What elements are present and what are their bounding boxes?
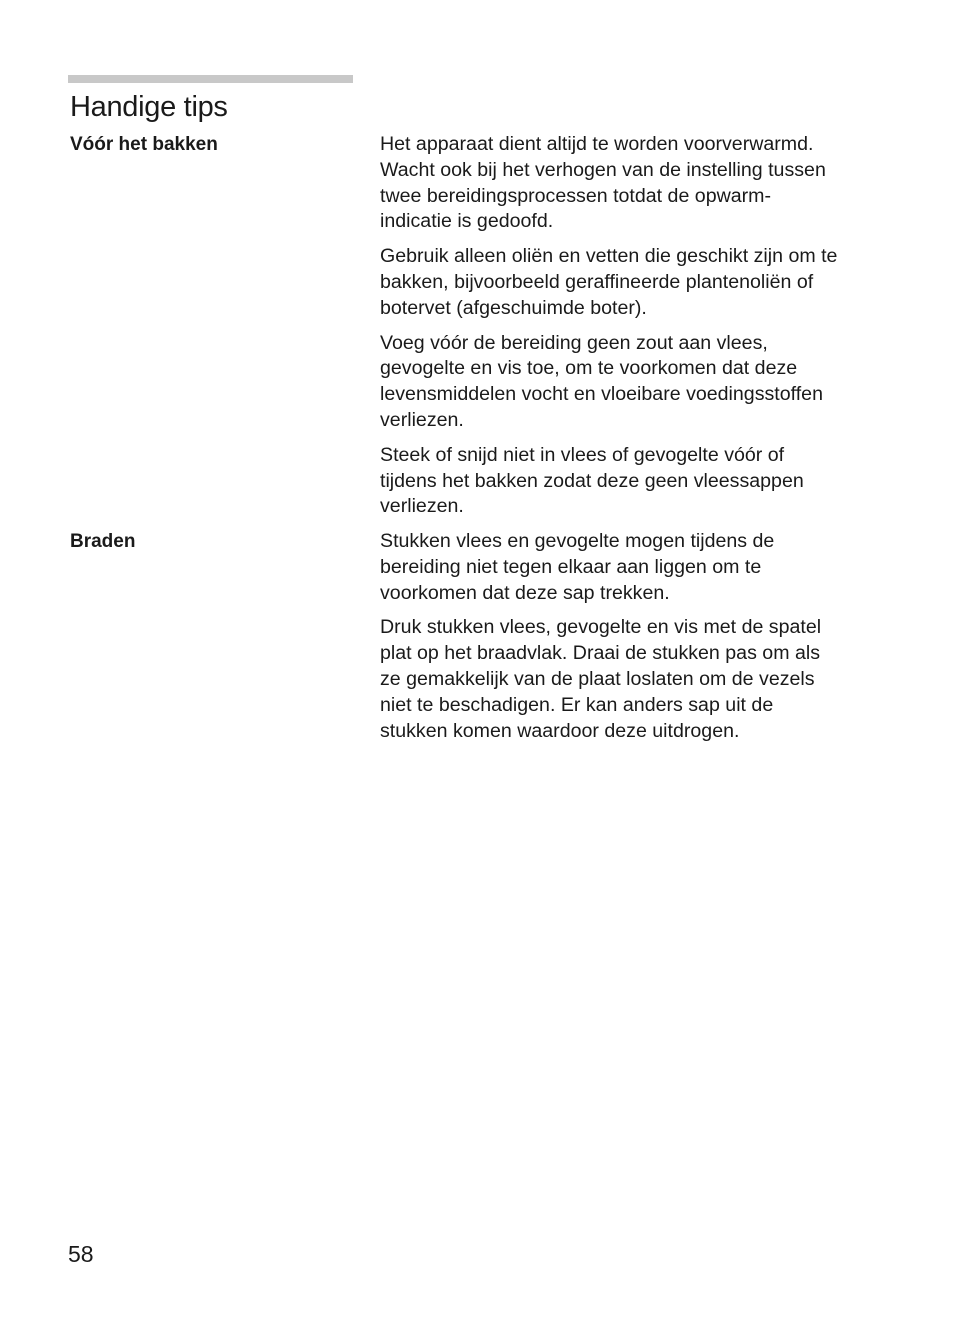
section-body bbox=[380, 529, 885, 753]
section-label: Vóór het bakken bbox=[70, 134, 218, 155]
page-title: Handige tips bbox=[70, 91, 228, 123]
header-rule bbox=[68, 75, 353, 83]
paragraph: Gebruik alleen oliën en vetten die geschikt zijn om te bakken, bijvoorbeeld geraffineerde plantenoliën of botervet (afgeschuimde boter). bbox=[380, 245, 838, 319]
paragraph: Het apparaat dient altijd te worden voorverwarmd. Wacht ook bij het verhogen van de instelling tussen twee bereidingsprocessen totdat de opwarm- indicatie is gedoofd. bbox=[380, 133, 826, 233]
paragraph: Voeg vóór de bereiding geen zout aan vlees, gevogelte en vis toe, om te voorkomen dat deze levensmiddelen vocht en vloeibare voedingsstoffen verliezen. bbox=[380, 331, 823, 431]
paragraph: Stukken vlees en gevogelte mogen tijdens de bereiding niet tegen elkaar aan liggen om te voorkomen dat deze sap trekken. bbox=[380, 530, 775, 604]
paragraph: Steek of snijd niet in vlees of gevogelte vóór of tijdens het bakken zodat deze geen vleessappen verliezen. bbox=[380, 443, 804, 518]
section-body bbox=[380, 132, 885, 529]
paragraph: Druk stukken vlees, gevogelte en vis met de spatel plat op het braadvlak. Draai de stukken pas om als ze gemakkelijk van de plaat loslaten om de vezels niet te beschadigen. Er kan anders sap uit de stukken komen waardoor deze uitdrogen. bbox=[380, 616, 822, 742]
section-label: Braden bbox=[70, 531, 136, 552]
page-number: 58 bbox=[68, 1241, 94, 1267]
